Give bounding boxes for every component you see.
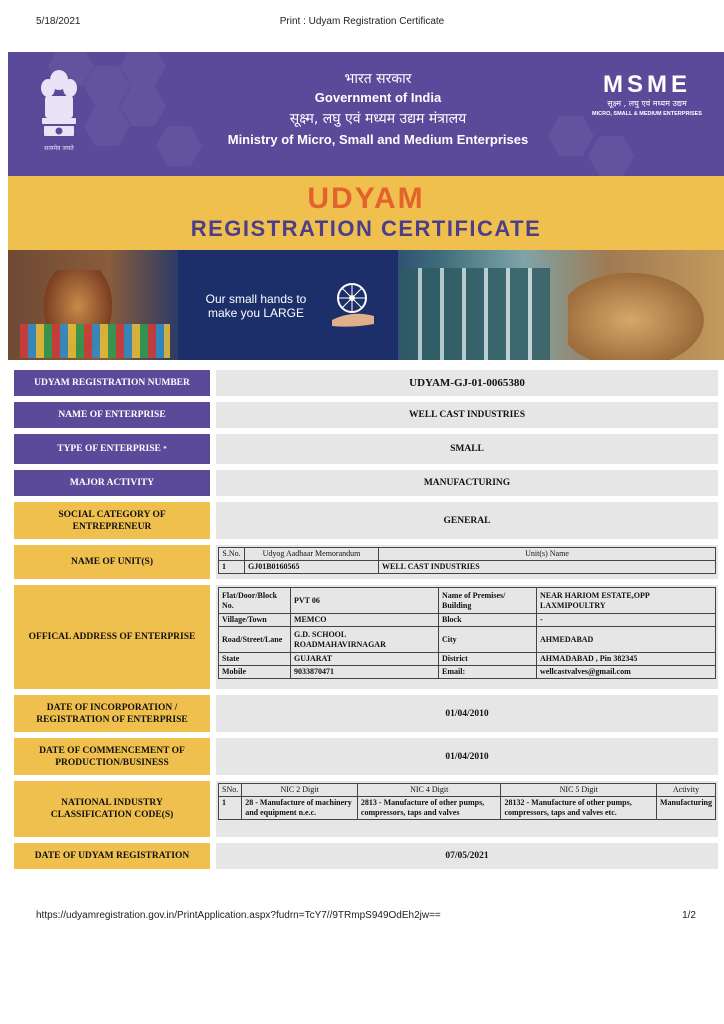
nic-cell-5digit: 28132 - Manufacture of other pumps, compressors, taps and valves etc. — [501, 797, 657, 820]
village-label: Village/Town — [219, 614, 291, 627]
address-table — [218, 587, 716, 679]
flat-value: PVT 06 — [291, 588, 439, 614]
reg-number-label: UDYAM REGISTRATION NUMBER — [14, 370, 210, 396]
state-label: State — [219, 653, 291, 666]
ministry-hindi: सूक्ष्म, लघु एवं मध्यम उद्यम मंत्रालय — [289, 111, 467, 127]
table-row — [219, 588, 716, 614]
table-row — [219, 666, 716, 679]
nic-table — [218, 783, 716, 820]
units-label: NAME OF UNIT(S) — [14, 545, 210, 579]
address-label: OFFICAL ADDRESS OF ENTERPRISE — [14, 585, 210, 689]
enterprise-name-label: NAME OF ENTERPRISE — [14, 402, 210, 428]
units-cell-uam: GJ01B0160565 — [245, 561, 379, 574]
major-activity-label: MAJOR ACTIVITY — [14, 470, 210, 496]
units-box — [216, 545, 718, 579]
nic-header-5digit: NIC 5 Digit — [501, 784, 657, 797]
msme-logo — [592, 72, 702, 118]
gov-english: Government of India — [314, 90, 442, 105]
table-row — [219, 653, 716, 666]
slogan — [196, 292, 316, 320]
table-row — [219, 561, 716, 574]
nic-cell-2digit: 28 - Manufacture of machinery and equipment n.e.c. — [242, 797, 358, 820]
commencement-label: DATE OF COMMENCEMENT OF PRODUCTION/BUSINESS — [14, 738, 210, 775]
social-category-label: SOCIAL CATEGORY OF ENTREPRENEUR — [14, 502, 210, 539]
nic-cell-4digit: 2813 - Manufacture of other pumps, compressors, taps and valves — [357, 797, 501, 820]
units-header-uam: Udyog Aadhaar Memorandum — [245, 548, 379, 561]
premises-value: NEAR HARIOM ESTATE,OPP LAXMIPOULTRY — [537, 588, 716, 614]
print-title: Print : Udyam Registration Certificate — [279, 16, 445, 27]
commencement-value: 01/04/2010 — [216, 738, 718, 775]
slogan-line-2: make you LARGE — [207, 306, 305, 320]
road-label: Road/Street/Lane — [219, 627, 291, 653]
nic-cell-activity: Manufacturing — [657, 797, 716, 820]
premises-label: Name of Premises/ Building — [439, 588, 537, 614]
table-row — [219, 797, 716, 820]
government-banner — [8, 52, 724, 176]
page-number: 1/2 — [682, 910, 696, 921]
chakra-hand-icon — [324, 274, 380, 330]
enterprise-name-value: WELL CAST INDUSTRIES — [216, 402, 718, 428]
nic-header-row — [219, 784, 716, 797]
nic-cell-sno: 1 — [219, 797, 242, 820]
print-header — [0, 14, 724, 30]
road-value: G.D. SCHOOL ROADMAHAVIRNAGAR — [291, 627, 439, 653]
print-date: 5/18/2021 — [36, 16, 81, 27]
certificate-subtitle: REGISTRATION CERTIFICATE — [190, 216, 542, 241]
nic-header-4digit: NIC 4 Digit — [357, 784, 501, 797]
flat-label: Flat/Door/Block No. — [219, 588, 291, 614]
enterprise-type-value: SMALL — [216, 434, 718, 464]
emblem-caption: सत्यमेव जयते — [44, 145, 74, 152]
block-label: Block — [439, 614, 537, 627]
social-category-value: GENERAL — [216, 502, 718, 539]
city-label: City — [439, 627, 537, 653]
incorporation-label: DATE OF INCORPORATION / REGISTRATION OF ENTERPRISE — [14, 695, 210, 732]
district-value: AHMADABAD , Pin 382345 — [537, 653, 716, 666]
government-heading — [158, 70, 598, 150]
nic-box — [216, 781, 718, 837]
district-label: District — [439, 653, 537, 666]
major-activity-value: MANUFACTURING — [216, 470, 718, 496]
national-emblem-icon — [36, 66, 82, 144]
incorporation-value: 01/04/2010 — [216, 695, 718, 732]
photo-collage — [8, 250, 724, 360]
address-box — [216, 585, 718, 689]
msme-logo-sub: MICRO, SMALL & MEDIUM ENTERPRISES — [592, 111, 702, 117]
units-header-row — [219, 548, 716, 561]
ministry-english: Ministry of Micro, Small and Medium Enterprises — [227, 132, 529, 147]
enterprise-type-mark: * — [163, 445, 167, 453]
certificate-title-band — [8, 176, 724, 250]
nic-header-2digit: NIC 2 Digit — [242, 784, 358, 797]
email-value: wellcastvalves@gmail.com — [537, 666, 716, 679]
village-value: MEMCO — [291, 614, 439, 627]
udyam-date-label: DATE OF UDYAM REGISTRATION — [14, 843, 210, 869]
state-value: GUJARAT — [291, 653, 439, 666]
table-row — [219, 614, 716, 627]
block-value: - — [537, 614, 716, 627]
enterprise-type-label — [14, 434, 210, 464]
msme-logo-hindi: सूक्ष्म , लघु एवं मध्यम उद्यम — [607, 99, 687, 108]
enterprise-type-label-text: TYPE OF ENTERPRISE — [57, 444, 161, 454]
nic-label: NATIONAL INDUSTRY CLASSIFICATION CODE(S) — [14, 781, 210, 837]
reg-number-value: UDYAM-GJ-01-0065380 — [216, 370, 718, 396]
units-cell-name: WELL CAST INDUSTRIES — [379, 561, 716, 574]
print-url: https://udyamregistration.gov.in/PrintApplication.aspx?fudrn=TcY7//9TRmpS949OdEh2jw== — [36, 910, 441, 921]
udyam-date-value: 07/05/2021 — [216, 843, 718, 869]
msme-logo-text: MSME — [603, 71, 691, 98]
nic-header-sno: SNo. — [219, 784, 242, 797]
nic-header-activity: Activity — [657, 784, 716, 797]
email-label: Email: — [439, 666, 537, 679]
table-row — [219, 627, 716, 653]
mobile-label: Mobile — [219, 666, 291, 679]
mobile-value: 9033870471 — [291, 666, 439, 679]
city-value: AHMEDABAD — [537, 627, 716, 653]
gov-hindi: भारत सरकार — [344, 71, 412, 87]
units-table — [218, 547, 716, 574]
units-cell-sno: 1 — [219, 561, 245, 574]
units-header-name: Unit(s) Name — [379, 548, 716, 561]
slogan-line-1: Our small hands to — [205, 292, 307, 306]
units-header-sno: S.No. — [219, 548, 245, 561]
certificate-title: UDYAM — [307, 182, 425, 215]
